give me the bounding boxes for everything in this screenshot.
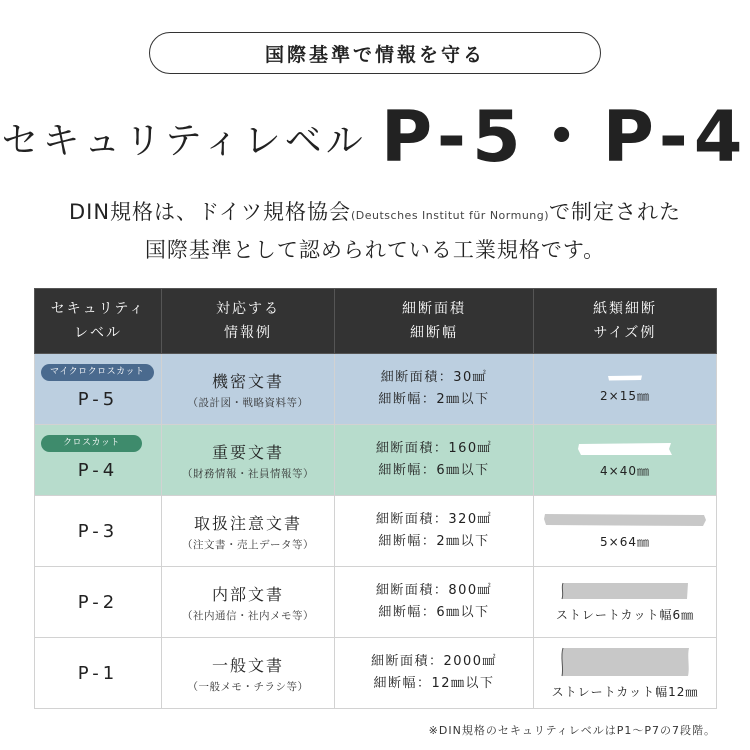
shred-size: 2×15㎜ [600, 388, 650, 403]
shred-area: 細断面積：320㎟ [375, 512, 493, 527]
level-label: P-2 [77, 591, 119, 613]
shred-area: 細断面積：160㎟ [375, 441, 493, 456]
level-cell [35, 425, 162, 496]
header-spec [335, 289, 534, 354]
footnote: ※DIN規格のセキュリティレベルはP1～P7の7段階。 [428, 724, 716, 737]
size-cell [534, 425, 717, 496]
cut-type-badge: クロスカット [41, 435, 142, 452]
description-text-c: 国際基準として認められている工業規格です。 [144, 238, 606, 262]
header-size [534, 289, 717, 354]
docs-cell [162, 567, 335, 638]
description-line-1 [0, 196, 750, 226]
shred-sample-strip [560, 582, 690, 600]
spec-cell [335, 354, 534, 425]
shred-size: 5×64㎜ [600, 534, 650, 549]
doc-examples: （社内通信・社内メモ等） [182, 609, 314, 622]
header-level [35, 289, 162, 354]
level-label: P-3 [77, 520, 119, 542]
doc-type: 重要文書 [211, 442, 284, 462]
header-size-line2: サイズ例 [593, 325, 657, 341]
doc-type: 機密文書 [211, 371, 284, 391]
docs-cell [162, 496, 335, 567]
doc-examples: （財務情報・社員情報等） [182, 467, 314, 480]
page-title [0, 86, 750, 178]
spec-cell [335, 638, 534, 709]
docs-cell [162, 354, 335, 425]
level-cell [35, 638, 162, 709]
level-cell [35, 354, 162, 425]
table-row-p4 [35, 425, 717, 496]
size-cell [534, 496, 717, 567]
header-docs-line2: 情報例 [224, 325, 272, 341]
title-levels: P-5・P-4 [380, 96, 749, 178]
shred-sample-strip [607, 375, 643, 381]
header-level-line1: セキュリティ [50, 301, 146, 317]
shred-sample-strip [577, 442, 673, 456]
description-org-name: (Deutsches Institut für Normung) [350, 209, 550, 222]
header-spec-line2: 細断幅 [410, 325, 458, 341]
shred-area: 細断面積：800㎟ [375, 583, 493, 598]
spec-cell [335, 496, 534, 567]
docs-cell [162, 638, 335, 709]
doc-type: 内部文書 [211, 584, 284, 604]
level-cell [35, 496, 162, 567]
header-docs-line1: 対応する [216, 301, 280, 317]
docs-cell [162, 425, 335, 496]
doc-type: 取扱注意文書 [193, 513, 302, 533]
header-size-line1: 紙類細断 [593, 301, 657, 317]
level-cell [35, 567, 162, 638]
shred-size: 4×40㎜ [600, 463, 650, 478]
doc-examples: （注文書・売上データ等） [182, 538, 314, 551]
header-spec-line1: 細断面積 [402, 301, 466, 317]
header-level-line2: レベル [74, 325, 122, 341]
size-cell [534, 638, 717, 709]
shred-width: 細断幅：2㎜以下 [378, 392, 490, 407]
shred-width: 細断幅：2㎜以下 [378, 534, 490, 549]
table-header-row [35, 289, 717, 354]
table-row-p2 [35, 567, 717, 638]
shred-size: ストレートカット幅6㎜ [555, 607, 695, 622]
shred-area: 細断面積：2000㎟ [370, 654, 498, 669]
doc-examples: （一般メモ・チラシ等） [187, 680, 309, 693]
shred-width: 細断幅：12㎜以下 [373, 676, 495, 691]
shred-size: ストレートカット幅12㎜ [551, 684, 699, 699]
spec-cell [335, 425, 534, 496]
cut-type-badge: マイクロクロスカット [41, 364, 154, 381]
table-row-p5 [35, 354, 717, 425]
description-text-a: DIN規格は、ドイツ規格協会 [68, 200, 351, 224]
headline-pill [149, 32, 601, 74]
level-label: P-5 [77, 388, 119, 410]
doc-type: 一般文書 [211, 655, 284, 675]
doc-examples: （設計図・戦略資料等） [187, 396, 309, 409]
spec-cell [335, 567, 534, 638]
security-level-table [34, 288, 717, 709]
shred-width: 細断幅：6㎜以下 [378, 605, 490, 620]
level-label: P-1 [77, 662, 119, 684]
shred-sample-strip [543, 513, 707, 527]
level-label: P-4 [77, 459, 119, 481]
shred-width: 細断幅：6㎜以下 [378, 463, 490, 478]
header-docs [162, 289, 335, 354]
shred-sample-strip [559, 647, 691, 677]
table-row-p1 [35, 638, 717, 709]
size-cell [534, 354, 717, 425]
title-prefix: セキュリティレベル [1, 119, 367, 162]
table-row-p3 [35, 496, 717, 567]
shred-area: 細断面積：30㎟ [380, 370, 488, 385]
description-line-2 [0, 234, 750, 264]
headline-pill-text: 国際基準で情報を守る [264, 43, 485, 66]
description-text-b: で制定された [549, 200, 682, 224]
size-cell [534, 567, 717, 638]
